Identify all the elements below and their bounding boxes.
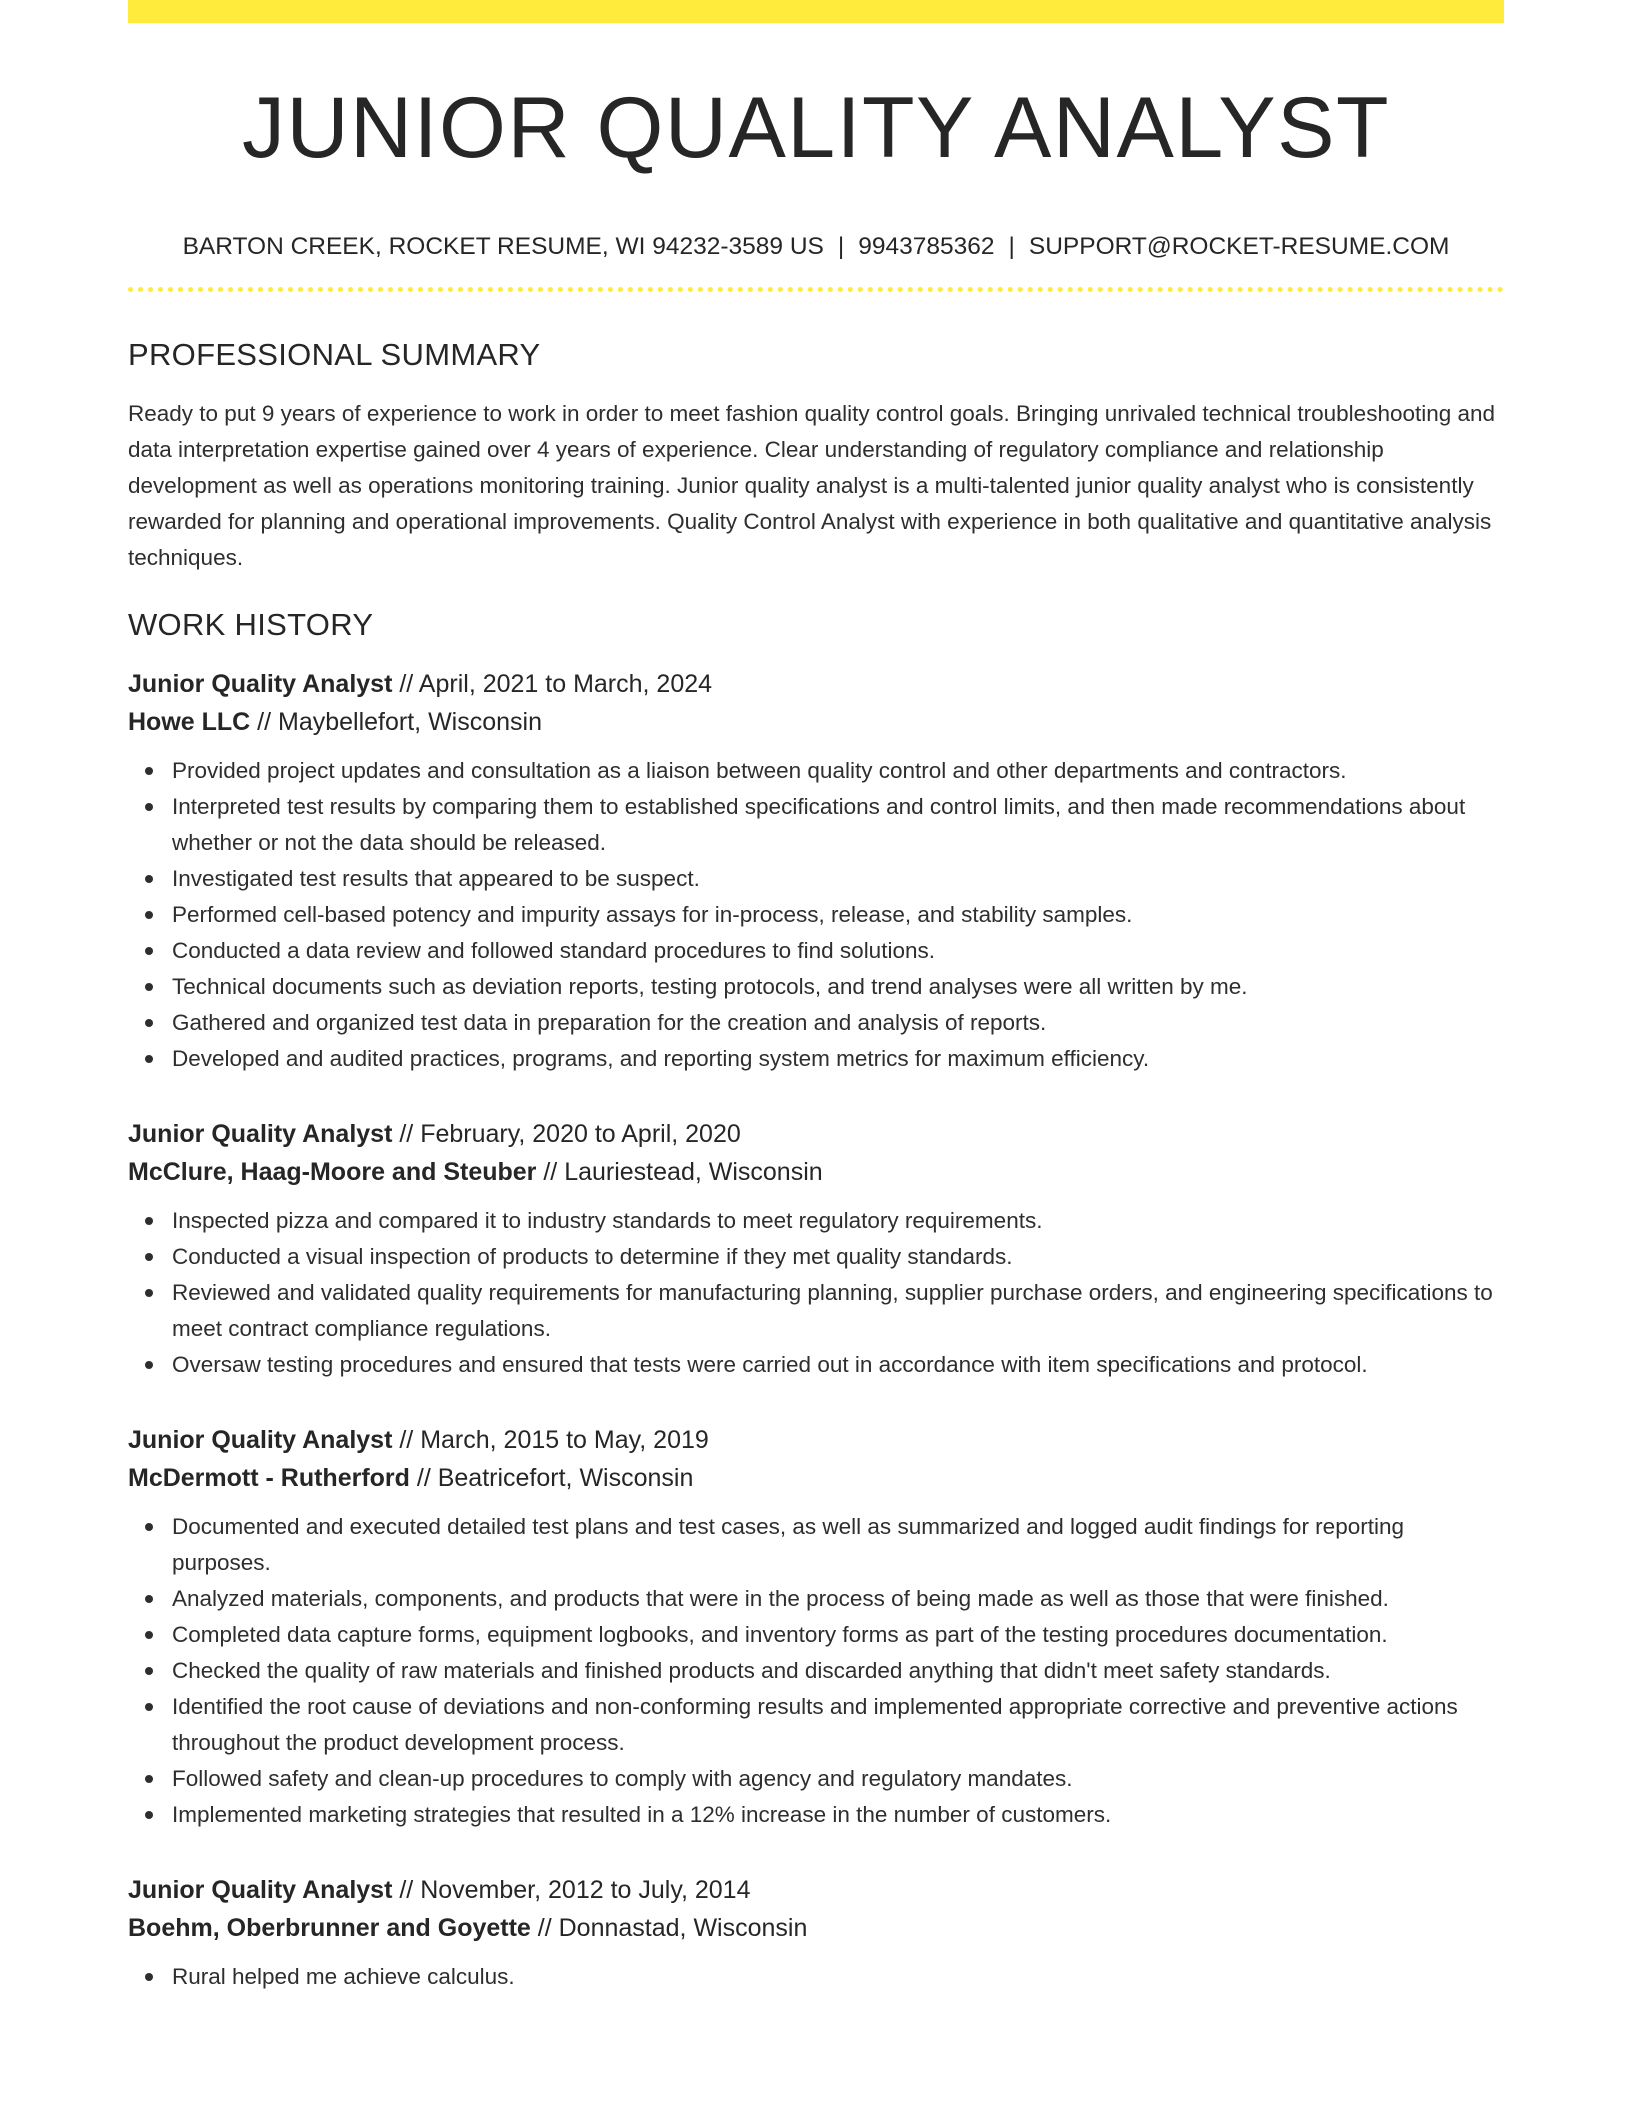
job-title-line — [128, 1871, 1504, 1909]
contact-separator: | — [837, 233, 845, 260]
job-location: // Donnastad, Wisconsin — [530, 1913, 808, 1942]
job-company-line — [128, 1909, 1504, 1947]
job-entry — [128, 665, 1504, 1077]
job-dates: // November, 2012 to July, 2014 — [392, 1875, 751, 1904]
job-company-line — [128, 1153, 1504, 1191]
job-role: Junior Quality Analyst — [128, 1119, 393, 1148]
job-company-line — [128, 1459, 1504, 1497]
list-item: Conducted a visual inspection of products to determine if they met quality standards. — [172, 1239, 1504, 1275]
list-item: Identified the root cause of deviations and non-conforming results and implemented appropriate corrective and preventive actions throughout the product development process. — [172, 1689, 1504, 1761]
list-item: Completed data capture forms, equipment logbooks, and inventory forms as part of the testing procedures documentation. — [172, 1617, 1504, 1653]
work-history-heading: WORK HISTORY — [128, 606, 374, 642]
job-company: McDermott - Rutherford — [128, 1463, 410, 1492]
list-item: Rural helped me achieve calculus. — [172, 1959, 1504, 1995]
job-title-line — [128, 1421, 1504, 1459]
job-role: Junior Quality Analyst — [128, 1875, 393, 1904]
list-item: Implemented marketing strategies that resulted in a 12% increase in the number of customers. — [172, 1797, 1504, 1833]
list-item: Performed cell-based potency and impurity assays for in-process, release, and stability samples. — [172, 897, 1504, 933]
page-title: JUNIOR QUALITY ANALYST — [241, 80, 1391, 176]
job-entry — [128, 1871, 1504, 1995]
job-bullets — [128, 1509, 1504, 1833]
contact-line — [128, 232, 1504, 261]
job-entry — [128, 1115, 1504, 1383]
list-item: Interpreted test results by comparing them to established specifications and control limits, and then made recommendations about whether or not the data should be released. — [172, 789, 1504, 861]
list-item: Oversaw testing procedures and ensured that tests were carried out in accordance with item specifications and protocol. — [172, 1347, 1504, 1383]
job-company: Howe LLC — [128, 707, 251, 736]
list-item: Reviewed and validated quality requirements for manufacturing planning, supplier purchase orders, and engineering specifications to meet contract compliance regulations. — [172, 1275, 1504, 1347]
job-location: // Lauriestead, Wisconsin — [536, 1157, 823, 1186]
job-bullets — [128, 753, 1504, 1077]
job-role: Junior Quality Analyst — [128, 1425, 393, 1454]
work-history-list — [128, 665, 1504, 1995]
list-item: Gathered and organized test data in preparation for the creation and analysis of reports. — [172, 1005, 1504, 1041]
job-dates: // April, 2021 to March, 2024 — [392, 669, 713, 698]
list-item: Inspected pizza and compared it to industry standards to meet regulatory requirements. — [172, 1203, 1504, 1239]
job-location: // Maybellefort, Wisconsin — [250, 707, 542, 736]
list-item: Analyzed materials, components, and products that were in the process of being made as well as those that were finished. — [172, 1581, 1504, 1617]
dotted-divider — [128, 287, 1504, 292]
contact-phone: 9943785362 — [858, 233, 995, 260]
job-location: // Beatricefort, Wisconsin — [409, 1463, 694, 1492]
list-item: Provided project updates and consultation as a liaison between quality control and other departments and contractors. — [172, 753, 1504, 789]
accent-bar — [128, 0, 1504, 23]
job-entry — [128, 1421, 1504, 1833]
job-company: McClure, Haag-Moore and Steuber — [128, 1157, 537, 1186]
list-item: Followed safety and clean-up procedures to comply with agency and regulatory mandates. — [172, 1761, 1504, 1797]
list-item: Documented and executed detailed test plans and test cases, as well as summarized and logged audit findings for reporting purposes. — [172, 1509, 1504, 1581]
contact-separator: | — [1008, 233, 1015, 260]
job-bullets — [128, 1959, 1504, 1995]
list-item: Conducted a data review and followed standard procedures to find solutions. — [172, 933, 1504, 969]
resume-page — [128, 0, 1504, 1995]
job-company-line — [128, 703, 1504, 741]
job-dates: // February, 2020 to April, 2020 — [392, 1119, 741, 1148]
job-dates: // March, 2015 to May, 2019 — [392, 1425, 709, 1454]
list-item: Investigated test results that appeared to be suspect. — [172, 861, 1504, 897]
summary-heading: PROFESSIONAL SUMMARY — [128, 337, 541, 373]
summary-text: Ready to put 9 years of experience to work in order to meet fashion quality control goals. Bringing unrivaled technical troubleshooting and data interpretation expertise gained over 4 years of experience. Clear understanding of regulatory compliance and relationship development as well as operations monitoring training. Junior quality analyst is a multi-talented junior quality analyst who is consistently rewarded for planning and operational improvements. Quality Control Analyst with experience in both qualitative and quantitative analysis techniques. — [128, 400, 1496, 570]
job-title-line — [128, 665, 1504, 703]
list-item: Technical documents such as deviation reports, testing protocols, and trend analyses were all written by me. — [172, 969, 1504, 1005]
contact-email: SUPPORT@ROCKET-RESUME.COM — [1028, 233, 1450, 260]
job-company: Boehm, Oberbrunner and Goyette — [128, 1913, 531, 1942]
job-bullets — [128, 1203, 1504, 1383]
job-title-line — [128, 1115, 1504, 1153]
job-role: Junior Quality Analyst — [128, 669, 393, 698]
contact-address: BARTON CREEK, ROCKET RESUME, WI 94232-3589 US — [182, 233, 824, 260]
list-item: Checked the quality of raw materials and finished products and discarded anything that didn't meet safety standards. — [172, 1653, 1504, 1689]
list-item: Developed and audited practices, programs, and reporting system metrics for maximum efficiency. — [172, 1041, 1504, 1077]
